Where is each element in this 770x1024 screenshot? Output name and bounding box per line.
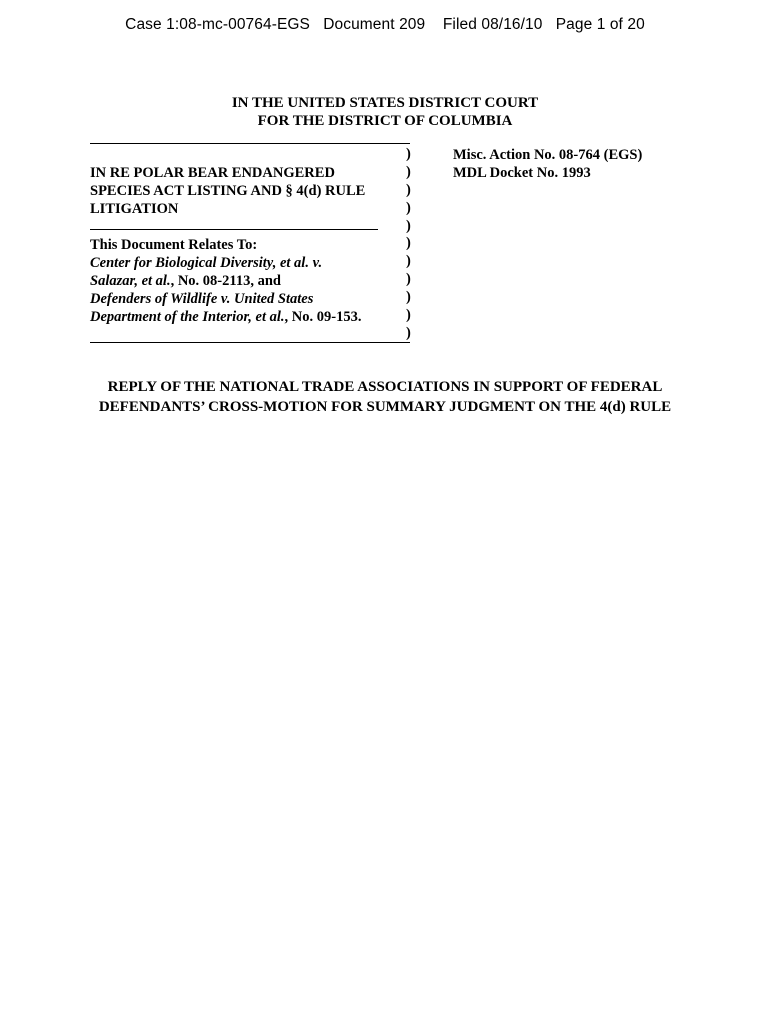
related-case-1-defendant: Salazar, et al. — [90, 273, 171, 289]
related-case-1-number: , No. 08-2113, and — [170, 273, 281, 289]
caption-paren-column — [406, 146, 411, 343]
related-case-2-number: , No. 09-153. — [284, 309, 362, 325]
caption-paren: ) — [406, 163, 411, 180]
caption-paren: ) — [406, 235, 411, 252]
caption-paren: ) — [406, 271, 411, 288]
docket-info — [453, 146, 642, 182]
caption-paren: ) — [406, 253, 411, 270]
ecf-header-stamp: Case 1:08-mc-00764-EGS Document 209 Filed 08/16/10 Page 1 of 20 — [125, 16, 645, 33]
case-name-line: LITIGATION — [90, 201, 179, 217]
caption-paren: ) — [406, 307, 411, 324]
case-name-line: SPECIES ACT LISTING AND § 4(d) RULE — [90, 183, 366, 199]
mdl-docket-number: MDL Docket No. 1993 — [453, 165, 591, 181]
relates-heading: This Document Relates To: — [90, 237, 258, 253]
document-title — [0, 377, 770, 417]
caption-middle-rule — [90, 229, 378, 230]
court-name: IN THE UNITED STATES DISTRICT COURT — [231, 95, 539, 111]
case-name — [90, 164, 365, 218]
related-case-2-line-1: Defenders of Wildlife v. United States — [90, 291, 314, 307]
misc-action-number: Misc. Action No. 08-764 (EGS) — [453, 147, 643, 163]
related-case-1-line-1: Center for Biological Diversity, et al. v. — [90, 255, 323, 271]
related-case-2-line-2 — [90, 308, 361, 326]
case-name-line: IN RE POLAR BEAR ENDANGERED — [90, 165, 335, 181]
document-title-line: REPLY OF THE NATIONAL TRADE ASSOCIATIONS IN SUPPORT OF FEDERAL — [107, 379, 663, 395]
caption-paren: ) — [406, 324, 411, 341]
caption-bottom-rule — [90, 342, 410, 343]
related-case-1-line-2 — [90, 272, 361, 290]
caption-paren: ) — [406, 146, 411, 162]
caption-paren: ) — [406, 217, 411, 234]
caption-paren: ) — [406, 199, 411, 216]
document-title-line: DEFENDANTS’ CROSS-MOTION FOR SUMMARY JUDGMENT ON THE 4(d) RULE — [98, 399, 672, 415]
caption-top-rule — [90, 143, 410, 144]
related-cases — [90, 236, 361, 326]
related-case-2-defendant: Department of the Interior, et al. — [90, 309, 285, 325]
caption-paren: ) — [406, 289, 411, 306]
court-heading — [0, 94, 770, 130]
court-district: FOR THE DISTRICT OF COLUMBIA — [257, 113, 513, 129]
caption-paren: ) — [406, 181, 411, 198]
